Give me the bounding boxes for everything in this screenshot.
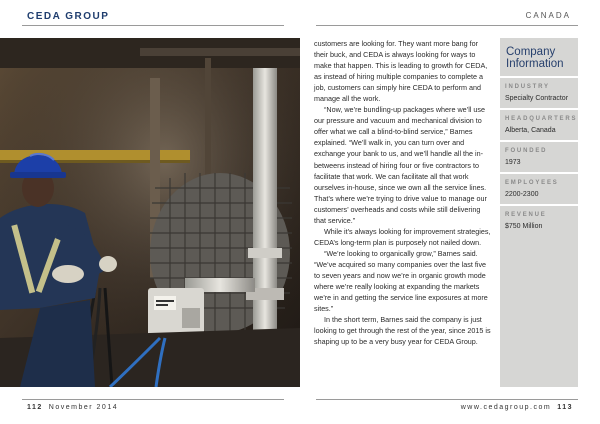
info-value: 2200-2300: [505, 191, 539, 198]
worker-photo: [0, 38, 300, 387]
section-country: CANADA: [525, 11, 571, 20]
article-paragraph: “Now, we’re bundling-up packages where we’ll use our pressure and vacuum and mechanical division to offer what we call a blind-to-blind service,” Barnes explained. “We’ll walk in, you can turn over and exchange your bank to us, and we’ll handle all the in-betweens instead of hiring four or five contractors to facilitate that work. We can facilitate all that work ourselves in-house, since we own all the service lines. That’s where we’re trying to drive value to manage our customers’ overheads and costs while still delivering that service.”: [314, 105, 487, 225]
info-headquarters: [500, 108, 578, 140]
info-label: HEADQUARTERS: [505, 116, 578, 122]
page-number-left: 112: [27, 404, 43, 411]
info-revenue: [500, 204, 578, 236]
info-value: 1973: [505, 159, 521, 166]
article-paragraph: While it’s always looking for improvement strategies, CEDA’s long-term plan is purposely not nailed down.: [314, 226, 491, 247]
info-value: Specialty Contractor: [505, 95, 569, 102]
info-value: $750 Million: [505, 223, 543, 230]
info-label: REVENUE: [505, 212, 547, 218]
issue-date: November 2014: [48, 404, 119, 411]
brand-name: CEDA GROUP: [27, 11, 110, 22]
sidebar-title: Company Information: [506, 46, 564, 70]
info-label: EMPLOYEES: [505, 180, 559, 186]
info-founded: [500, 140, 578, 172]
website-link[interactable]: www.cedagroup.com: [460, 404, 552, 411]
info-value: Alberta, Canada: [505, 127, 556, 134]
info-label: FOUNDED: [505, 148, 548, 154]
info-label: INDUSTRY: [505, 84, 550, 90]
footer-rule-right: [316, 399, 578, 400]
company-info-sidebar: [500, 38, 578, 387]
footer-left: [27, 404, 118, 411]
footer-right: [461, 404, 573, 411]
page-number-right: 113: [557, 404, 573, 411]
page-header: [0, 0, 600, 32]
header-rule-right: [316, 25, 578, 26]
header-rule-left: [22, 25, 284, 26]
article-paragraph: In the short term, Barnes said the company is just looking to get through the rest of the year, since 2015 is shaping up to be a very busy year for CEDA Group.: [314, 315, 491, 347]
article-text: [314, 38, 492, 347]
info-industry: [500, 76, 578, 108]
article-paragraph: customers are looking for. They want more bang for their buck, and CEDA is always looking for ways to make that happen. This is leading to growth for CEDA, as instead of hiring multiple companies to complete a job, customers can simply hire CEDA to perform and manage all the work.: [314, 39, 488, 104]
footer-rule-left: [22, 399, 284, 400]
article-paragraph: “We’re looking to organically grow,” Barnes said. “We’ve acquired so many companies over the last five to seven years and now we’re in organic growth mode where we’re really looking at expanding the markets we’re in and getting the service line exposures at more sites.”: [314, 248, 488, 314]
info-employees: [500, 172, 578, 204]
